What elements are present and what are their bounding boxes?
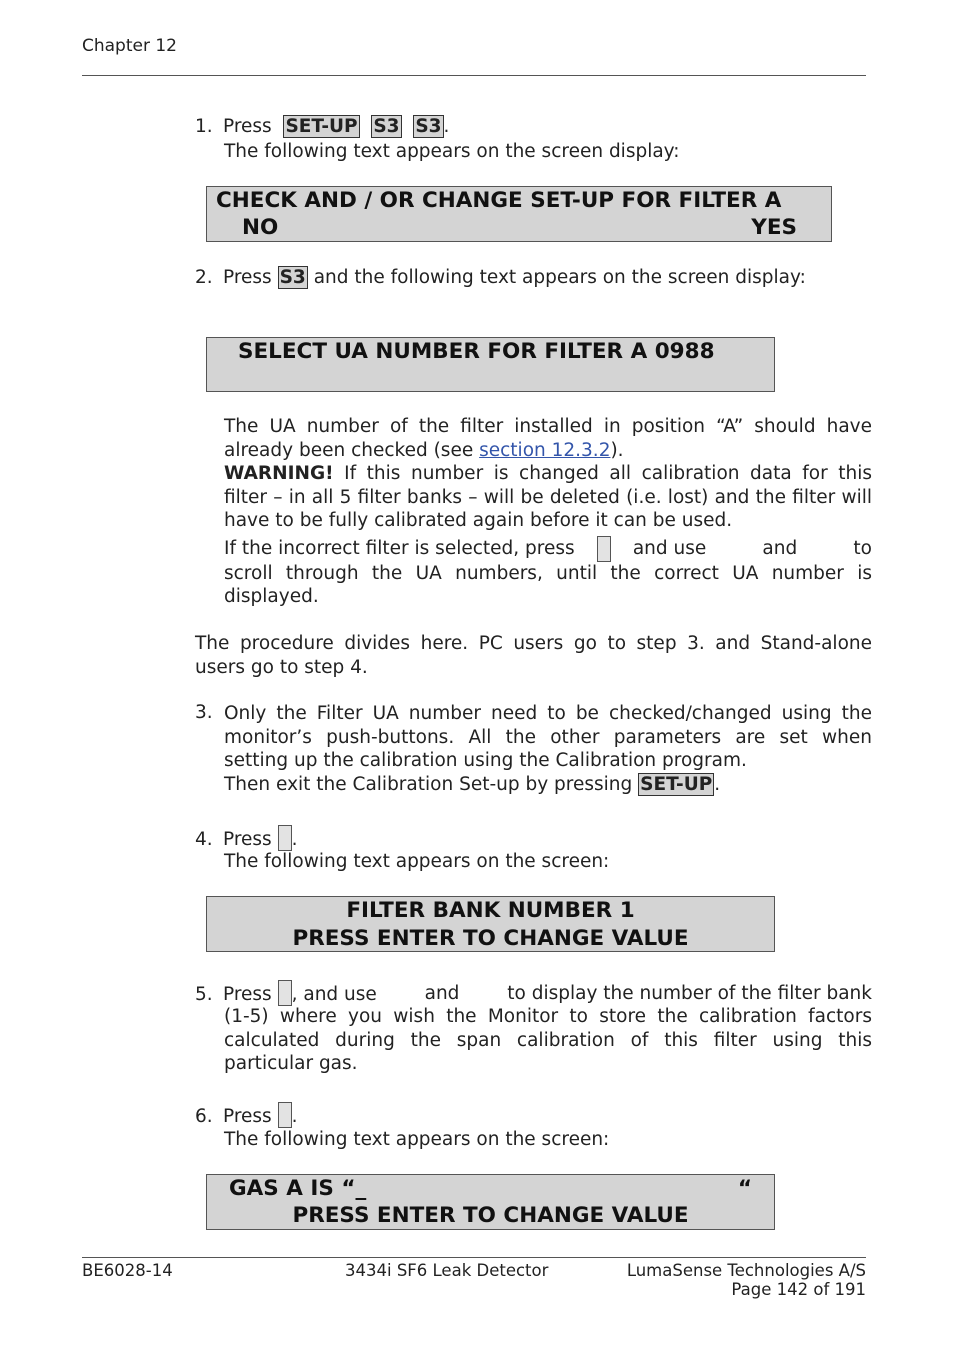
step-5-cont: (1-5) where you wish the Monitor to store the calibration factors calculated during the span calibration of this filter using this particular gas. bbox=[224, 1006, 872, 1074]
document-id: BE6028-14 bbox=[82, 1261, 173, 1280]
s3-key: S3 bbox=[415, 116, 442, 137]
product-name: 3434i SF6 Leak Detector bbox=[345, 1261, 549, 1280]
step-1-text: The following text appears on the screen display: bbox=[224, 141, 680, 162]
screen-display-check-setup: CHECK AND / OR CHANGE SET-UP FOR FILTER A NO YES bbox=[206, 186, 832, 242]
enter-key bbox=[278, 825, 292, 851]
enter-key bbox=[278, 980, 292, 1006]
step-3-text: Only the Filter UA number need to be checked/changed using the monitor’s push-buttons. All the other parameters are set when setting up the calibration using the Calibration program. bbox=[224, 703, 872, 771]
setup-key: SET-UP bbox=[285, 116, 358, 137]
screen-display-select-ua: SELECT UA NUMBER FOR FILTER A 0988 bbox=[206, 337, 775, 392]
incorrect-filter-line-3: displayed. bbox=[224, 586, 319, 607]
warning-paragraph: WARNING! If this number is changed all calibration data for this filter – in all 5 filter banks – will be deleted (i.e. lost) and the filter will have to be fully calibrated again before it can be used. bbox=[224, 463, 872, 531]
step-6: 6. Press . bbox=[195, 1102, 297, 1129]
incorrect-filter-line: If the incorrect filter is selected, press and use and to bbox=[224, 536, 872, 562]
chapter-header: Chapter 12 bbox=[82, 36, 178, 56]
enter-key bbox=[597, 536, 611, 562]
step-4: 4. Press . bbox=[195, 825, 297, 852]
step-3-exit: Then exit the Calibration Set-up by pressing SET-UP . bbox=[224, 774, 721, 795]
s3-key: S3 bbox=[373, 116, 400, 137]
step-4-text: The following text appears on the screen: bbox=[224, 851, 610, 872]
screen-display-gas-a: GAS A IS “_ “ PRESS ENTER TO CHANGE VALUE bbox=[206, 1174, 775, 1230]
procedure-divides-paragraph: The procedure divides here. PC users go to step 3. and Stand-alone users go to step 4. bbox=[195, 633, 872, 678]
incorrect-filter-line-2: scroll through the UA numbers, until the correct UA number is bbox=[224, 563, 872, 584]
footer-rule bbox=[82, 1257, 866, 1258]
step-6-text: The following text appears on the screen: bbox=[224, 1129, 610, 1150]
page-number: Page 142 of 191 bbox=[731, 1280, 866, 1299]
warning-label: WARNING! bbox=[224, 463, 334, 484]
screen-display-filter-bank: FILTER BANK NUMBER 1 PRESS ENTER TO CHANGE VALUE bbox=[206, 896, 775, 952]
step-2: 2. Press S3 and the following text appears on the screen display: bbox=[195, 267, 806, 288]
ua-number-paragraph: The UA number of the filter installed in position “A” should have already been checked (see section 12.3.2). bbox=[224, 416, 872, 461]
setup-key: SET-UP bbox=[640, 774, 713, 795]
section-link[interactable]: section 12.3.2 bbox=[479, 439, 611, 461]
header-rule bbox=[82, 75, 866, 76]
step-3-number: 3. bbox=[195, 702, 213, 723]
step-5: 5. Press , and use and to display the number of the filter bank bbox=[195, 980, 872, 1007]
enter-key bbox=[278, 1102, 292, 1128]
s3-key: S3 bbox=[279, 267, 306, 288]
company-name: LumaSense Technologies A/S bbox=[626, 1261, 866, 1280]
step-1: 1. Press SET-UP S3 S3 . bbox=[195, 116, 450, 137]
